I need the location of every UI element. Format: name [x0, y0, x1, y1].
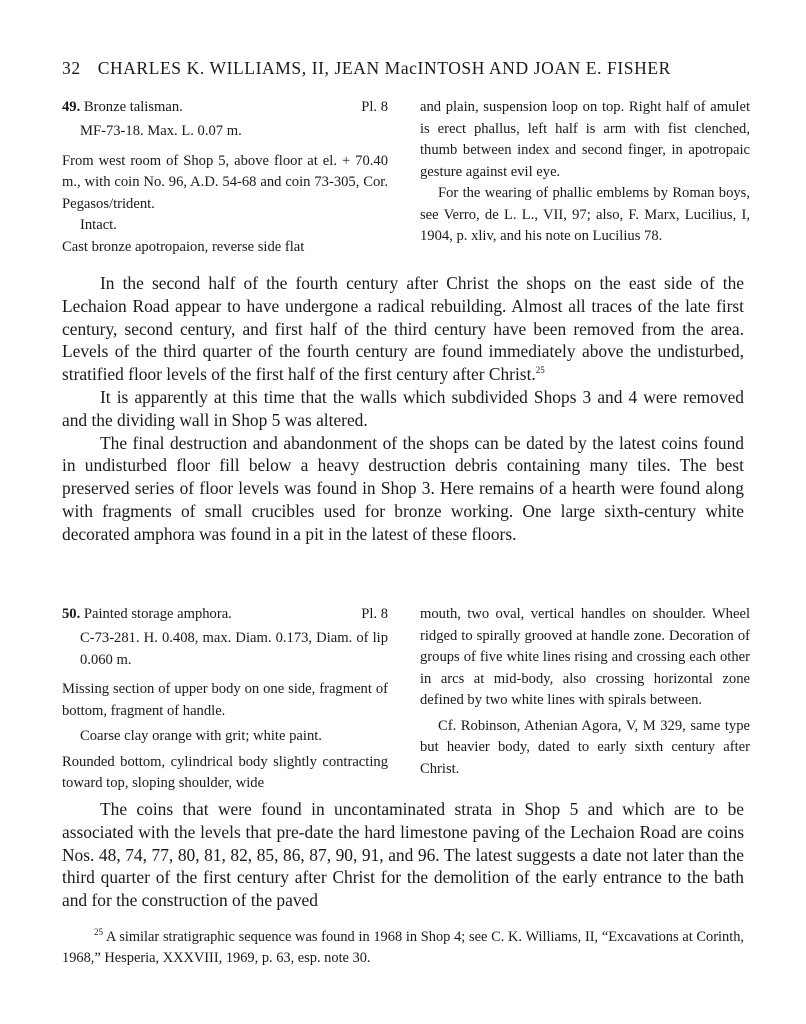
footnote-text: A similar stratigraphic sequence was found in 1968 in Shop 4; see C. K. Williams, II, “Excavations at Corinth, 1968,” Hesperia, XXXVIII, 1969, p. 63, esp. note 30. — [62, 929, 744, 966]
body-paragraph-3: The final destruction and abandonment of the shops can be dated by the latest coins found in undisturbed floor fill below a heavy destruction debris containing many tiles. The best preserved series of floor levels was found in Shop 3. Here remains of a hearth were found along with fragments of small crucibles used for bronze working. One large sixth-century white decorated amphora was found in a pit in the latest of these floors. — [62, 432, 744, 544]
entry-49-findspot: From west room of Shop 5, above floor at el. + 70.40 m., with coin No. 96, A.D. 54-68 and coin 73-305, Cor. Pegasos/trident. — [62, 152, 388, 212]
entry-49-heading — [62, 97, 388, 119]
entry-50-plate: Pl. 8 — [361, 606, 388, 622]
page-number: 32 — [62, 58, 81, 78]
entry-49-comment: For the wearing of phallic emblems by Roman boys, see Verro, de L. L., VII, 97; also, F. Marx, Lucilius, I, 1904, p. xliv, and his note on Lucilius 78. — [420, 185, 750, 244]
entry-49-title: Bronze talisman. — [83, 99, 183, 115]
entry-50-right — [420, 604, 750, 780]
running-title: CHARLES K. WILLIAMS, II, JEAN MacINTOSH AND JOAN E. FISHER — [97, 58, 671, 78]
entry-50-description: Rounded bottom, cylindrical body slightly contracting toward top, sloping shoulder, wide — [62, 753, 388, 791]
entry-49-description: Cast bronze apotropaion, reverse side flat — [62, 238, 305, 255]
entry-49-number: 49. — [62, 99, 81, 115]
entry-50-number: 50. — [62, 606, 81, 622]
footnote-ref-25: 25 — [535, 365, 545, 376]
body-paragraph-4: The coins that were found in uncontaminated strata in Shop 5 and which are to be associated with the levels that pre-date the hard limestone paving of the Lechaion Road are coins Nos. 48, 74, 77, 80, 81, 82, 85, 86, 87, 90, 91, and 96. The latest suggests a date not later than the third quarter of the first century after Christ for the demolition of the early entrance to the bath and for the construction of the paved — [62, 799, 744, 911]
body-paragraph-2: It is apparently at this time that the walls which subdivided Shops 3 and 4 were removed and the dividing wall in Shop 5 was altered. — [62, 386, 744, 430]
entry-50-catalog: C-73-281. H. 0.408, max. Diam. 0.173, Diam. of lip 0.060 m. — [80, 630, 388, 668]
entry-50-title: Painted storage amphora. — [83, 606, 232, 622]
running-header — [62, 58, 752, 79]
footnote-25 — [62, 927, 744, 969]
entry-49-plate: Pl. 8 — [361, 99, 388, 115]
entry-49-catalog: MF-73-18. Max. L. 0.07 m. — [80, 123, 242, 139]
entry-50-heading — [62, 604, 388, 626]
entry-50-description-cont: mouth, two oval, vertical handles on shoulder. Wheel ridged to spirally grooved at handle zone. Decoration of groups of five white lines rising and crossing each other in arcs at mid-body, also crossing horizontal zone defined by two white lines with spirals between. — [420, 606, 750, 708]
body-section-1 — [62, 272, 744, 546]
entry-49-right — [420, 97, 750, 248]
body-paragraph-1: In the second half of the fourth century after Christ the shops on the east side of the Lechaion Road appear to have undergone a radical rebuilding. Almost all traces of the late first century, second century, and first half of the third century have been removed from the area. Levels of the third quarter of the fourth century are found immediately above the undisturbed, stratified floor levels of the first half of the first century after Christ.$^{25}$ — [62, 273, 744, 385]
body-section-2 — [62, 798, 744, 912]
entry-49-left — [62, 97, 388, 258]
entry-49-condition: Intact. — [80, 217, 117, 233]
entry-50-comment: Cf. Robinson, Athenian Agora, V, M 329, same type but heavier body, dated to early sixth century after Christ. — [420, 717, 750, 777]
entry-50-left — [62, 604, 388, 795]
entry-49-description-cont: and plain, suspension loop on top. Right half of amulet is erect phallus, left half is arm with fist clenched, thumb between index and second finger, in apotropaic gesture against evil eye. — [420, 99, 750, 180]
entry-50-fabric: Coarse clay orange with grit; white paint. — [80, 728, 322, 744]
footnote-number: 25 — [94, 927, 103, 938]
entry-50-condition: Missing section of upper body on one side, fragment of bottom, fragment of handle. — [62, 681, 388, 719]
